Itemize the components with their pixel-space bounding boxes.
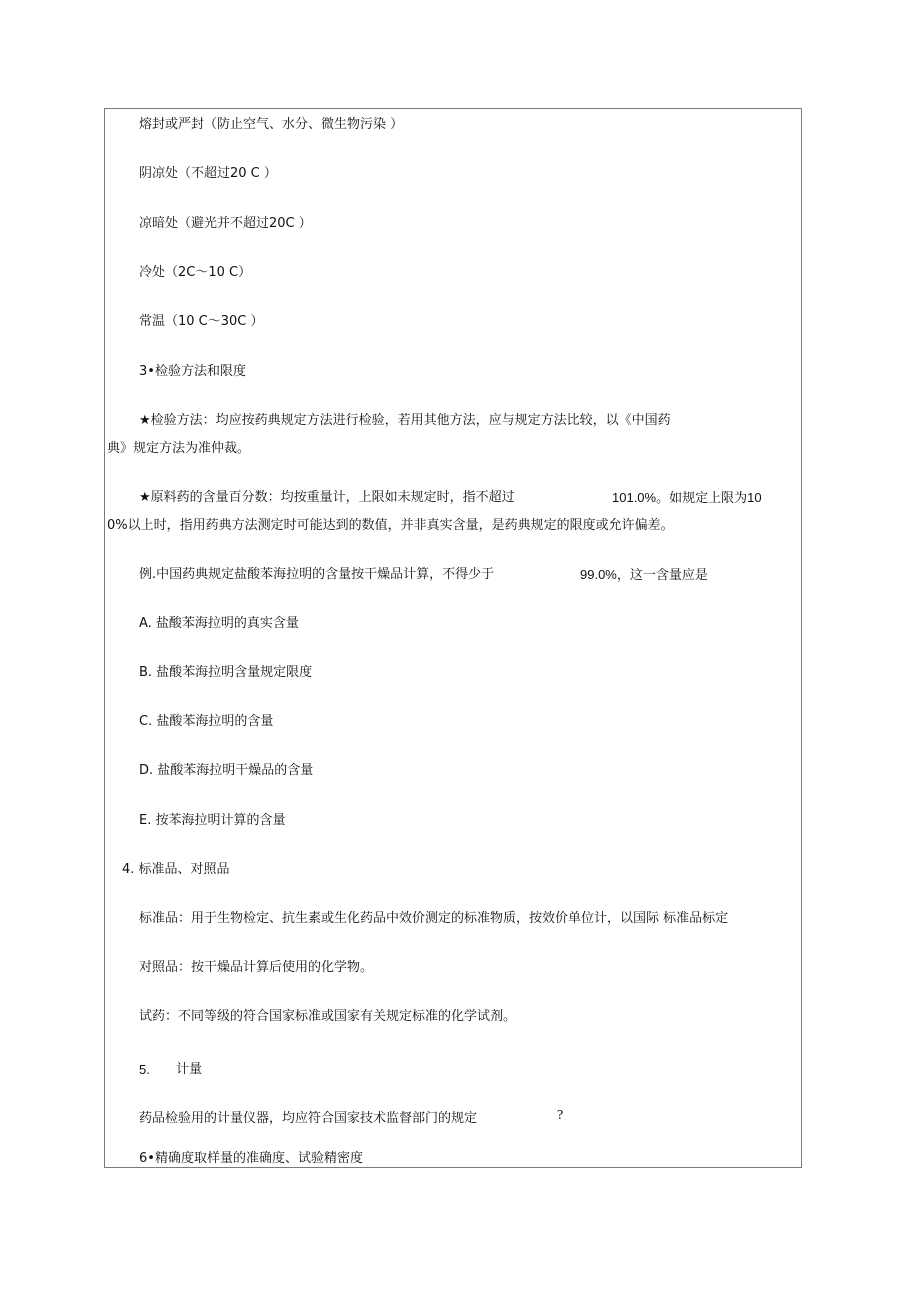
section5-title: 计量 <box>176 1062 203 1077</box>
content-line-1b: 101.0%。如规定上限为10 <box>612 490 762 505</box>
example-question-b: 99.0%，这一含量应是 <box>580 567 708 582</box>
method-line-2: 典》规定方法为准仲裁。 <box>107 441 251 456</box>
content-line-2: 0%以上时，指用药典方法测定时可能达到的数值，并非真实含量，是药典规定的限度或允许偏差。 <box>107 518 674 533</box>
section6-heading: 6•精确度取样量的准确度、试验精密度 <box>139 1151 363 1166</box>
option-a: A. 盐酸苯海拉明的真实含量 <box>139 616 299 631</box>
standard-definition: 标准品：用于生物检定、抗生素或生化药品中效价测定的标准物质，按效价单位计，以国际 标准品标定 <box>139 911 729 926</box>
reference-definition: 对照品：按干燥品计算后使用的化学物。 <box>139 960 374 975</box>
section3-heading: 3•检验方法和限度 <box>139 364 246 379</box>
option-c: C. 盐酸苯海拉明的含量 <box>139 714 274 729</box>
option-b: B. 盐酸苯海拉明含量规定限度 <box>139 665 313 680</box>
storage-cold: 冷处（2C～10 C） <box>139 265 252 280</box>
section5-text: 药品检验用的计量仪器，均应符合国家技术监督部门的规定 <box>139 1111 478 1126</box>
storage-sealed: 熔封或严封（防止空气、水分、微生物污染 ） <box>139 117 404 132</box>
option-e: E. 按苯海拉明计算的含量 <box>139 813 286 828</box>
section5-number: 5. <box>139 1062 150 1077</box>
storage-cool-dark: 凉暗处（避光并不超过20C ） <box>139 216 312 231</box>
reagent-definition: 试药：不同等级的符合国家标准或国家有关规定标准的化学试剂。 <box>139 1009 517 1024</box>
section4-heading: 4. 标准品、对照品 <box>122 862 230 877</box>
storage-room-temp: 常温（10 C～30C ） <box>139 314 264 329</box>
content-line-1a: ★原料药的含量百分数：均按重量计，上限如未规定时，指不超过 <box>139 490 515 505</box>
question-mark: ? <box>557 1108 564 1123</box>
method-line-1: ★检验方法：均应按药典规定方法进行检验，若用其他方法，应与规定方法比较，以《中国药 <box>139 413 671 428</box>
option-d: D. 盐酸苯海拉明干燥品的含量 <box>139 763 314 778</box>
example-question-a: 例.中国药典规定盐酸苯海拉明的含量按干燥品计算，不得少于 <box>139 567 495 582</box>
storage-shade: 阴凉处（不超过20 C ） <box>139 166 277 181</box>
